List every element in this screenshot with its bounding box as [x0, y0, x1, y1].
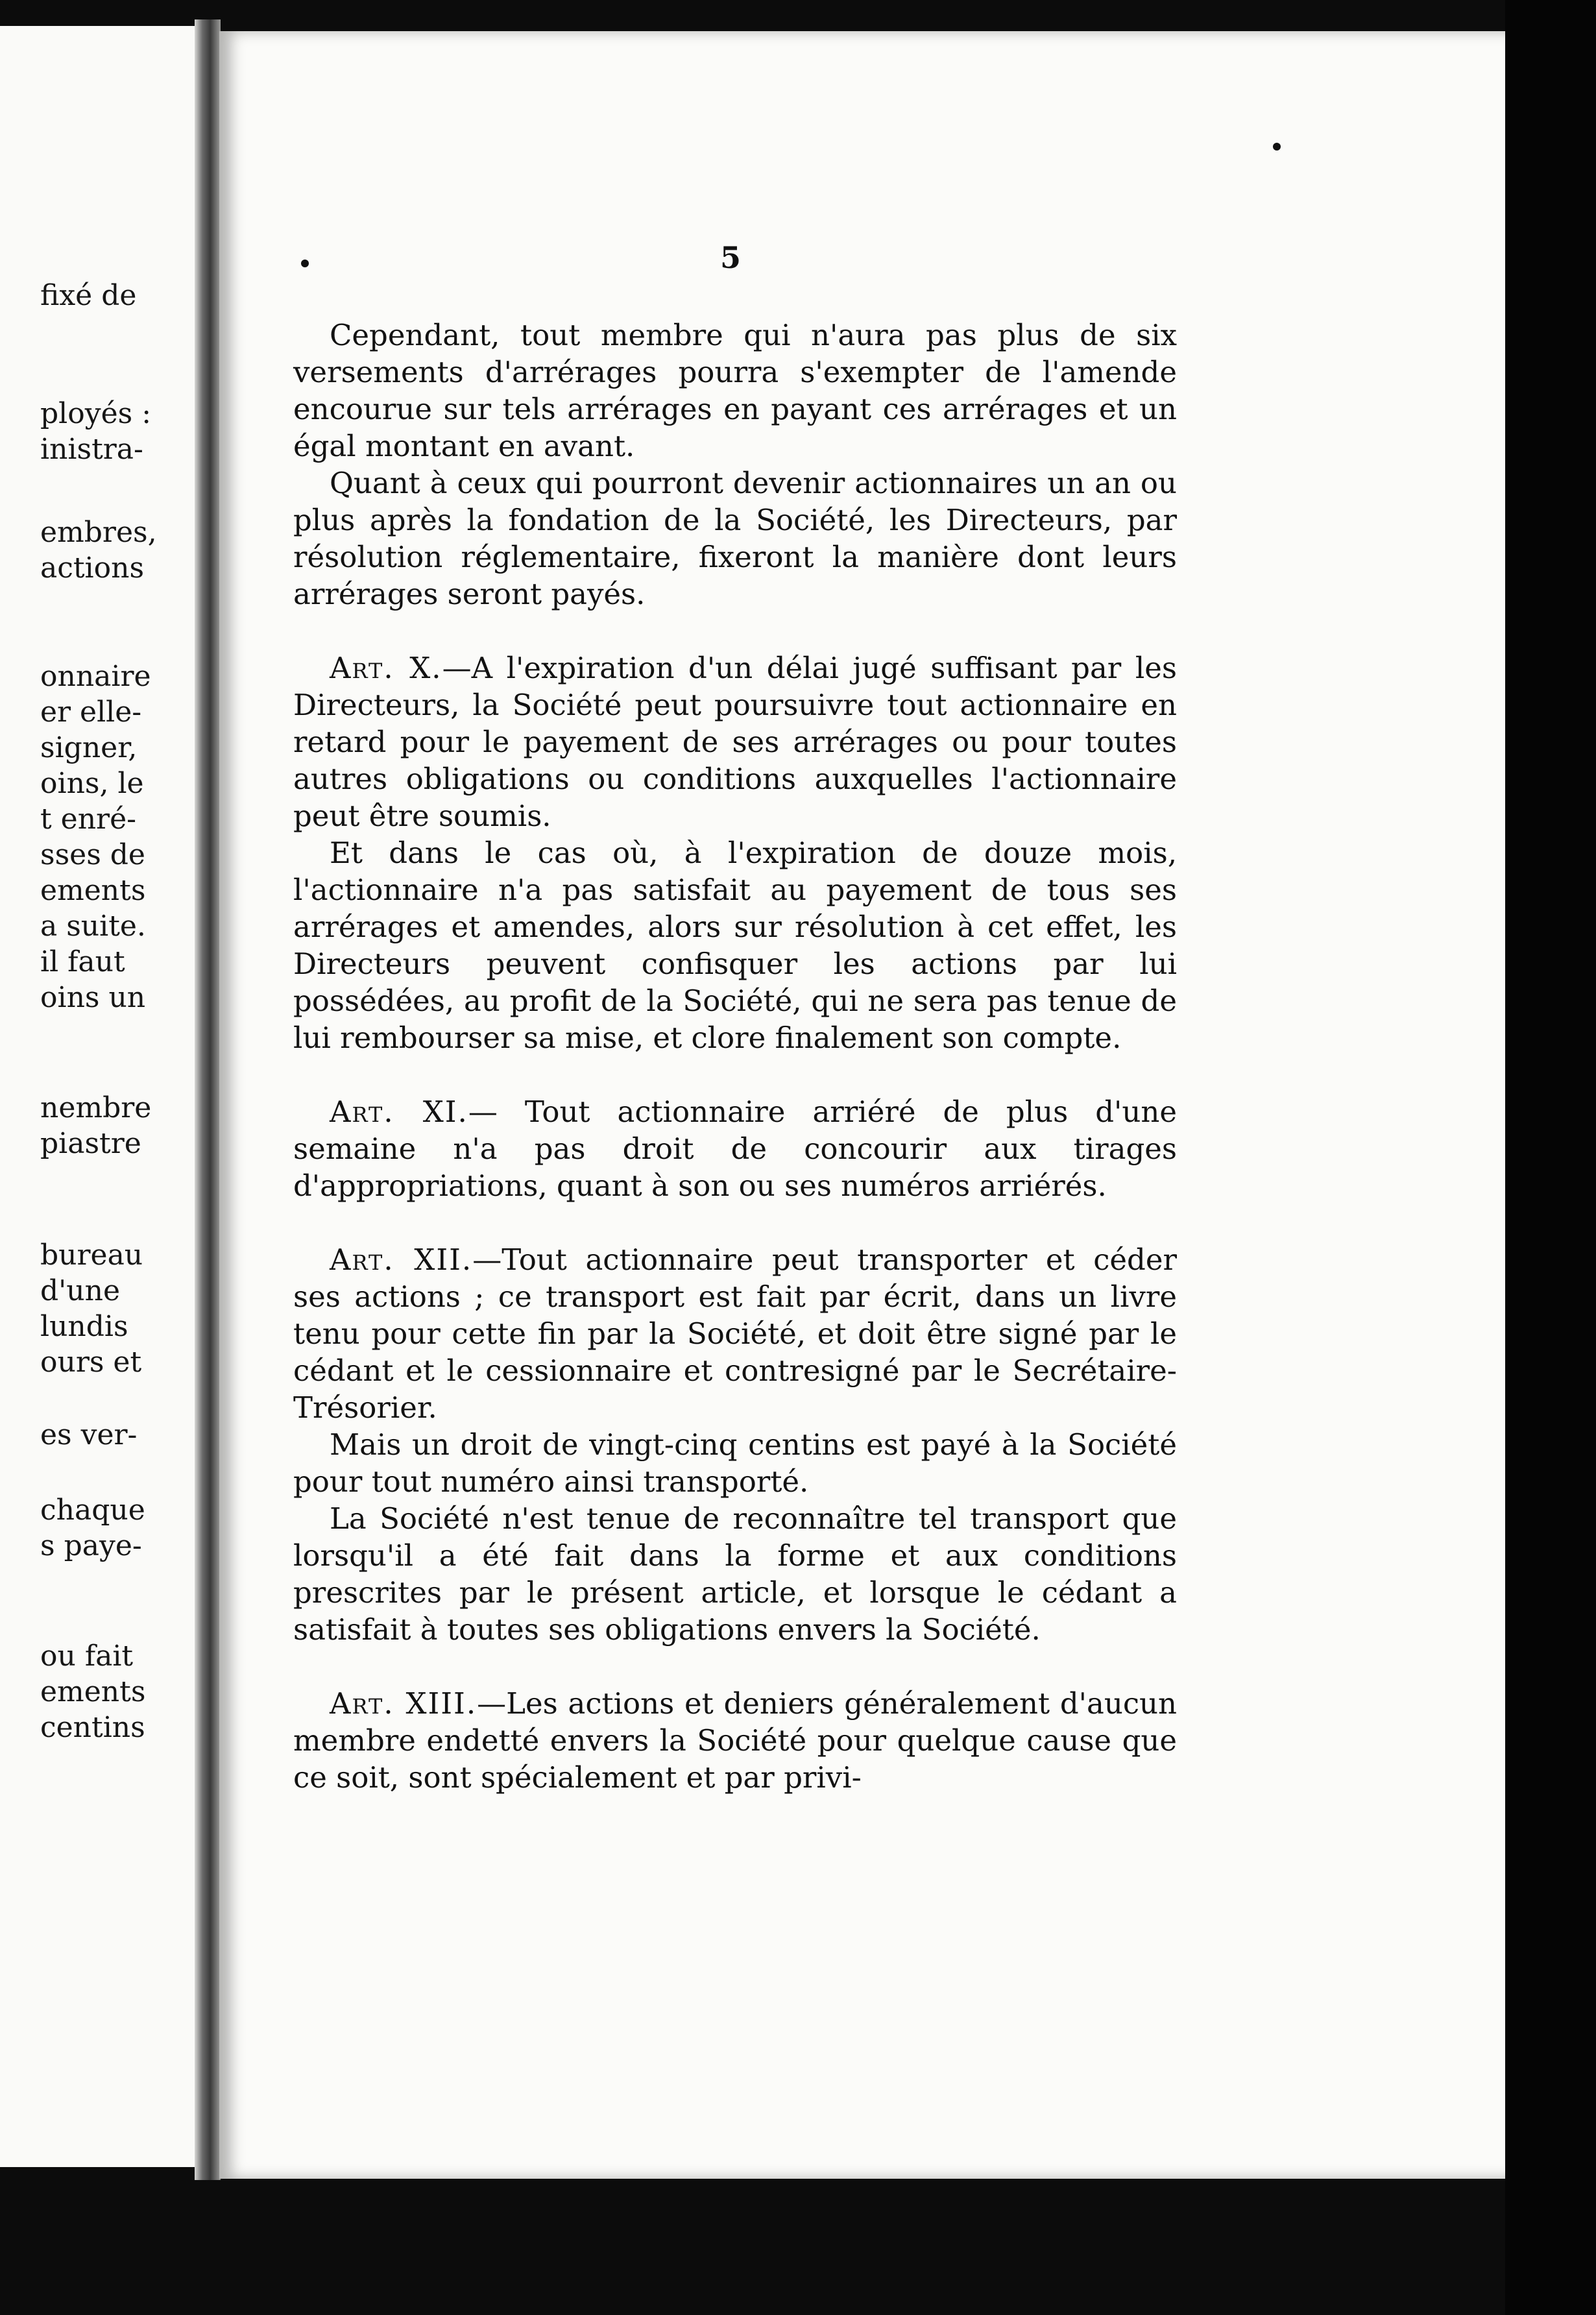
left-page-fragment: sses de — [40, 838, 145, 871]
left-page-fragment: d'une — [40, 1274, 120, 1307]
left-page-fragment: ployés : — [40, 397, 152, 430]
left-page-fragment: ements — [40, 874, 146, 907]
article-xi-paragraph — [293, 1093, 1177, 1204]
left-page-fragment: ements — [40, 1675, 146, 1708]
article-xii-paragraph — [293, 1241, 1177, 1426]
article-label: Art. X. — [330, 651, 442, 685]
left-page-fragment: nembre — [40, 1091, 152, 1124]
left-page-fragment: onnaire — [40, 660, 151, 693]
paragraph — [293, 465, 1177, 612]
article-label: Art. XIII. — [330, 1686, 478, 1721]
left-page-fragment: es ver- — [40, 1418, 138, 1451]
paragraph-text: — Tout actionnaire arriéré de plus d'une semaine n'a pas droit de concourir aux tirages d'appropriations, quant à son ou ses numéros arriérés. — [293, 1095, 1177, 1203]
left-page-fragment: lundis — [40, 1310, 128, 1343]
left-page-fragment: t enré- — [40, 803, 136, 836]
page-number: 5 — [720, 240, 742, 275]
paragraph-text: —Les actions et deniers généralement d'aucun membre endetté envers la Société pour quelque cause que ce soit, sont spécialement et par privi- — [293, 1686, 1177, 1795]
left-page-fragment: fixé de — [40, 279, 137, 312]
left-page-fragment: oins un — [40, 981, 146, 1014]
paragraph-text: Mais un droit de vingt-cinq centins est payé à la Société pour tout numéro ainsi transporté. — [293, 1427, 1177, 1499]
left-page-fragment: inistra- — [40, 433, 143, 466]
left-page-fragment: s paye- — [40, 1529, 142, 1562]
paragraph-text: Quant à ceux qui pourront devenir actionnaires un an ou plus après la fondation de la Société, les Directeurs, par résolution réglementaire, fixeront la manière dont leurs arrérages seront payés. — [293, 466, 1177, 611]
article-label: Art. XII. — [330, 1242, 473, 1277]
scan-border — [1505, 0, 1596, 2315]
article-label: Art. XI. — [330, 1095, 468, 1129]
left-page-fragment: oins, le — [40, 767, 144, 800]
paragraph — [293, 834, 1177, 1056]
paragraph — [293, 1500, 1177, 1648]
article-text-block — [293, 317, 1177, 1796]
paragraph-text: —Tout actionnaire peut transporter et céder ses actions ; ce transport est fait par écrit, dans un livre tenu pour cette fin par la Société, et doit être signé par le cédant et le cessionnaire et contresigné par le Secrétaire-Trésorier. — [293, 1242, 1177, 1425]
left-page-fragment: centins — [40, 1711, 145, 1744]
left-page-fragment: il faut — [40, 945, 125, 978]
left-page-fragment: ou fait — [40, 1640, 134, 1673]
paragraph-text: Et dans le cas où, à l'expiration de douze mois, l'actionnaire n'a pas satisfait au payement de tous ses arrérages et amendes, alors sur résolution à cet effet, les Directeurs peuvent confisquer les actions par lui possédées, au profit de la Société, qui ne sera pas tenue de lui rembourser sa mise, et clore finalement son compte. — [293, 836, 1177, 1055]
left-page-fragment: ours et — [40, 1346, 142, 1379]
print-speck — [1273, 143, 1281, 151]
paragraph-text: —A l'expiration d'un délai jugé suffisant par les Directeurs, la Société peut poursuivre tout actionnaire en retard pour le payement de ses arrérages ou pour toutes autres obligations ou conditions auxquelles l'actionnaire peut être soumis. — [293, 651, 1177, 833]
left-page-fragment: actions — [40, 551, 145, 585]
paragraph — [293, 317, 1177, 465]
left-page-fragment: signer, — [40, 731, 138, 764]
print-speck — [301, 260, 309, 267]
paragraph — [293, 1426, 1177, 1500]
left-facing-page — [0, 26, 195, 2167]
paragraph-text: La Société n'est tenue de reconnaître tel transport que lorsqu'il a été fait dans la forme et aux conditions prescrites par le présent article, et lorsque le cédant a satisfait à toutes ses obligations envers la Société. — [293, 1501, 1177, 1647]
left-page-fragment: chaque — [40, 1494, 145, 1527]
left-page-fragment: piastre — [40, 1127, 141, 1160]
paragraph-text: Cependant, tout membre qui n'aura pas plus de six versements d'arrérages pourra s'exempter de l'amende encourue sur tels arrérages en payant ces arrérages et un égal montant en avant. — [293, 318, 1177, 463]
article-xiii-paragraph — [293, 1685, 1177, 1796]
book-gutter-shadow — [195, 19, 221, 2180]
left-page-fragment: bureau — [40, 1239, 143, 1272]
left-page-fragment: er elle- — [40, 696, 142, 729]
left-page-fragment: a suite. — [40, 910, 146, 943]
left-page-fragment: embres, — [40, 516, 157, 549]
article-x-paragraph — [293, 649, 1177, 834]
